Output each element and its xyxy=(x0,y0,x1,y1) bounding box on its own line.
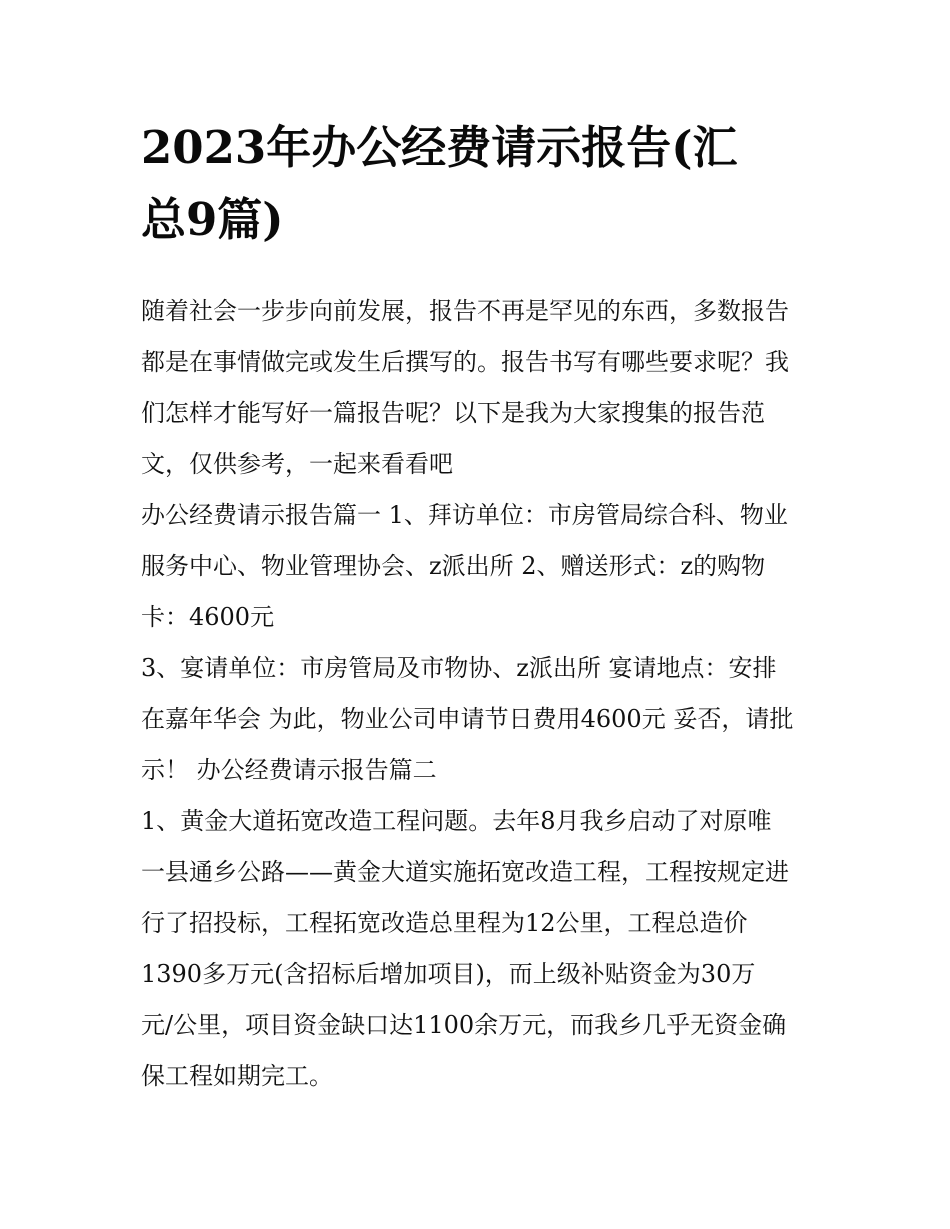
paragraph-report-2 xyxy=(141,796,813,1102)
text-line: 1390多万元(含招标后增加项目)，而上级补贴资金为30万 xyxy=(141,960,756,988)
text-line: 都是在事情做完或发生后撰写的。报告书写有哪些要求呢？我 xyxy=(141,348,789,376)
text-line: 1、黄金大道拓宽改造工程问题。去年8月我乡启动了对原唯 xyxy=(141,807,772,835)
document-title xyxy=(141,112,813,256)
text-line: 卡：4600元 xyxy=(141,603,275,631)
text-line: 保工程如期完工。 xyxy=(141,1062,333,1090)
text-line: 文，仅供参考，一起来看看吧 xyxy=(141,450,453,478)
text-line: 行了招投标，工程拓宽改造总里程为12公里，工程总造价 xyxy=(141,909,748,937)
text-line: 示！ 办公经费请示报告篇二 xyxy=(141,756,437,784)
paragraph-intro xyxy=(141,286,813,490)
text-line: 们怎样才能写好一篇报告呢？以下是我为大家搜集的报告范 xyxy=(141,399,765,427)
paragraph-banquet xyxy=(141,643,813,796)
title-line-1: 2023年办公经费请示报告(汇 xyxy=(141,121,738,174)
text-line: 在嘉年华会 为此，物业公司申请节日费用4600元 妥否，请批 xyxy=(141,705,794,733)
text-line: 一县通乡公路——黄金大道实施拓宽改造工程，工程按规定进 xyxy=(141,858,789,886)
text-line: 3、宴请单位：市房管局及市物协、z派出所 宴请地点：安排 xyxy=(141,654,777,682)
text-line: 办公经费请示报告篇一 1、拜访单位：市房管局综合科、物业 xyxy=(141,501,788,529)
document-content xyxy=(141,112,813,1102)
document-body xyxy=(141,286,813,1102)
title-line-2: 总9篇) xyxy=(141,193,284,246)
text-line: 服务中心、物业管理协会、z派出所 2、赠送形式：z的购物 xyxy=(141,552,766,580)
text-line: 随着社会一步步向前发展，报告不再是罕见的东西，多数报告 xyxy=(141,297,789,325)
text-line: 元/公里，项目资金缺口达1100余万元，而我乡几乎无资金确 xyxy=(141,1011,787,1039)
paragraph-report-1 xyxy=(141,490,813,643)
